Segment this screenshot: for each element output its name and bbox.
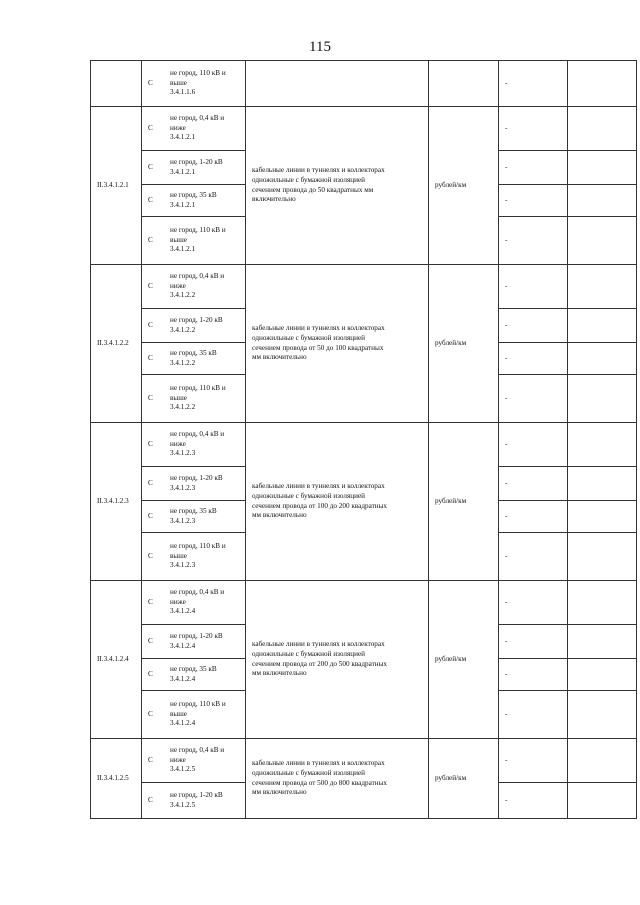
value-cell-empty [568,309,637,343]
tariff-table [90,60,637,819]
value-cell: - [499,467,568,501]
subrow-cell [142,659,246,691]
value-cell: - [499,691,568,739]
subrow-letter: С [148,162,153,171]
subrow-cell [142,625,246,659]
value-cell-empty [568,61,637,107]
subrow-text: не город, 110 кВ и выше 3.4.1.2.4 [170,700,226,728]
value-cell: - [499,265,568,309]
unit-cell [429,61,499,107]
value-cell: - [499,501,568,533]
subrow-cell [142,265,246,309]
table-row [91,265,637,309]
subrow-text: не город, 35 кВ 3.4.1.2.3 [170,506,217,525]
description-cell: кабельные линии в туннелях и коллекторах одножильные с бумажной изоляцией сечением провода до 50 квадратных мм включительно [246,107,429,265]
value-cell: - [499,343,568,375]
description-cell [246,61,429,107]
subrow-cell [142,309,246,343]
table-row [91,581,637,625]
value-cell: - [499,151,568,185]
value-cell-empty [568,375,637,423]
value-cell: - [499,625,568,659]
value-cell: - [499,423,568,467]
subrow-cell [142,533,246,581]
table-row [91,423,637,467]
value-cell-empty [568,217,637,265]
subrow-text: не город, 35 кВ 3.4.1.2.4 [170,664,217,683]
unit-cell: рублей/км [429,739,499,819]
value-cell-empty [568,185,637,217]
subrow-cell [142,151,246,185]
value-cell: - [499,533,568,581]
value-cell-empty [568,691,637,739]
subrow-letter: С [148,709,153,718]
unit-cell: рублей/км [429,265,499,423]
value-cell-empty [568,501,637,533]
subrow-letter: С [148,795,153,804]
value-cell-empty [568,533,637,581]
subrow-cell [142,739,246,783]
value-cell: - [499,375,568,423]
value-cell-empty [568,625,637,659]
value-cell: - [499,309,568,343]
value-cell-empty [568,659,637,691]
description-cell: кабельные линии в туннелях и коллекторах одножильные с бумажной изоляцией сечением провода от 500 до 800 квадратных мм включительно [246,739,429,819]
description-cell: кабельные линии в туннелях и коллекторах одножильные с бумажной изоляцией сечением провода от 50 до 100 квадратных мм включительно [246,265,429,423]
table-row [91,107,637,151]
subrow-letter: С [148,669,153,678]
subrow-letter: С [148,393,153,402]
subrow-cell [142,467,246,501]
subrow-text: не город, 1-20 кВ 3.4.1.2.5 [170,790,223,809]
unit-cell: рублей/км [429,107,499,265]
subrow-text: не город, 0,4 кВ и ниже 3.4.1.2.4 [170,588,225,616]
description-cell: кабельные линии в туннелях и коллекторах одножильные с бумажной изоляцией сечением провода от 100 до 200 квадратных мм включительно [246,423,429,581]
code-cell: II.3.4.1.2.5 [91,739,142,819]
subrow-letter: С [148,195,153,204]
value-cell: - [499,581,568,625]
value-cell: - [499,217,568,265]
value-cell: - [499,107,568,151]
subrow-letter: С [148,235,153,244]
subrow-text: не город, 110 кВ и выше 3.4.1.1.6 [170,69,226,97]
value-cell-empty [568,151,637,185]
subrow-text: не город, 1-20 кВ 3.4.1.2.3 [170,473,223,492]
subrow-letter: С [148,439,153,448]
value-cell: - [499,659,568,691]
code-cell [91,61,142,107]
subrow-cell [142,343,246,375]
subrow-text: не город, 110 кВ и выше 3.4.1.2.2 [170,384,226,412]
subrow-text: не город, 0,4 кВ и ниже 3.4.1.2.2 [170,272,225,300]
subrow-text: не город, 0,4 кВ и ниже 3.4.1.2.3 [170,430,225,458]
subrow-letter: С [148,511,153,520]
value-cell: - [499,783,568,819]
subrow-cell [142,61,246,107]
subrow-letter: С [148,636,153,645]
subrow-letter: С [148,597,153,606]
subrow-text: не город, 0,4 кВ и ниже 3.4.1.2.1 [170,114,225,142]
value-cell: - [499,61,568,107]
value-cell-empty [568,739,637,783]
value-cell-empty [568,423,637,467]
subrow-letter: С [148,320,153,329]
subrow-text: не город, 110 кВ и выше 3.4.1.2.3 [170,542,226,570]
code-cell: II.3.4.1.2.3 [91,423,142,581]
subrow-cell [142,185,246,217]
table-row-continued [91,61,637,107]
subrow-cell [142,217,246,265]
subrow-text: не город, 1-20 кВ 3.4.1.2.2 [170,315,223,334]
unit-cell: рублей/км [429,581,499,739]
value-cell-empty [568,343,637,375]
code-cell: II.3.4.1.2.1 [91,107,142,265]
subrow-text: не город, 35 кВ 3.4.1.2.2 [170,348,217,367]
unit-cell: рублей/км [429,423,499,581]
value-cell-empty [568,107,637,151]
subrow-cell [142,783,246,819]
code-cell: II.3.4.1.2.4 [91,581,142,739]
subrow-letter: С [148,755,153,764]
subrow-letter: С [148,353,153,362]
subrow-text: не город, 1-20 кВ 3.4.1.2.1 [170,157,223,176]
subrow-letter: С [148,478,153,487]
value-cell-empty [568,265,637,309]
description-cell: кабельные линии в туннелях и коллекторах одножильные с бумажной изоляцией сечением провода от 200 до 500 квадратных мм включительно [246,581,429,739]
table-row [91,739,637,783]
subrow-cell [142,107,246,151]
subrow-text: не город, 0,4 кВ и ниже 3.4.1.2.5 [170,746,225,774]
value-cell-empty [568,581,637,625]
subrow-letter: С [148,551,153,560]
value-cell-empty [568,467,637,501]
subrow-cell [142,581,246,625]
subrow-cell [142,691,246,739]
subrow-cell [142,423,246,467]
code-cell: II.3.4.1.2.2 [91,265,142,423]
subrow-letter: С [148,281,153,290]
subrow-cell [142,501,246,533]
subrow-cell [142,375,246,423]
value-cell-empty [568,783,637,819]
subrow-text: не город, 35 кВ 3.4.1.2.1 [170,190,217,209]
subrow-letter: С [148,123,153,132]
subrow-text: не город, 1-20 кВ 3.4.1.2.4 [170,631,223,650]
subrow-letter: С [148,78,153,87]
page-number: 115 [309,39,331,55]
value-cell: - [499,185,568,217]
subrow-text: не город, 110 кВ и выше 3.4.1.2.1 [170,226,226,254]
value-cell: - [499,739,568,783]
